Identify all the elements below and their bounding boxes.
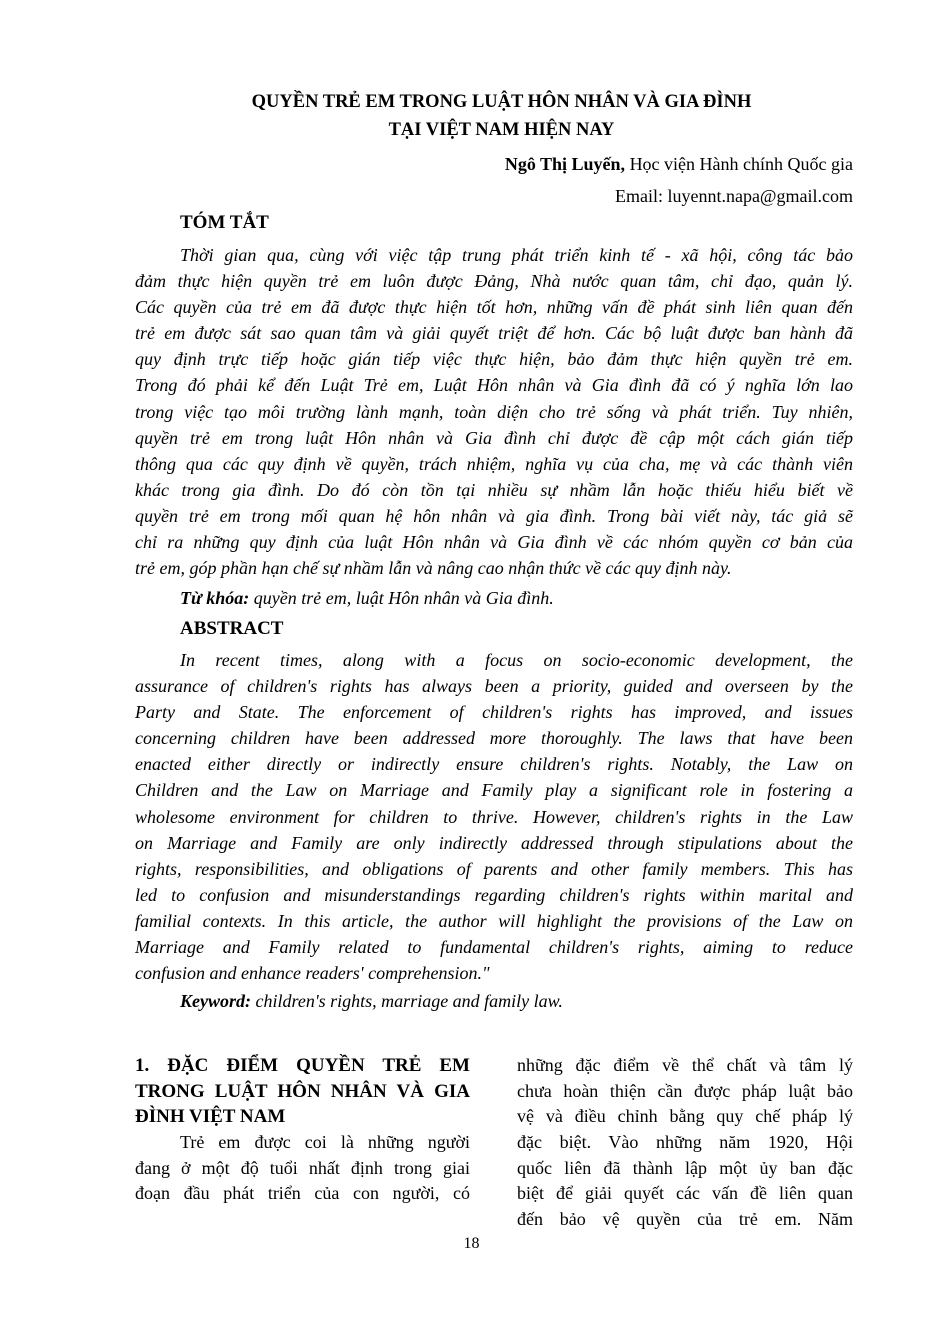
author-email: Email: luyennt.napa@gmail.com — [614, 186, 853, 206]
text-line: ĐÌNH VIỆT NAM — [135, 1106, 286, 1128]
text-line: vệ và điều chỉnh bằng quy chế pháp lý — [517, 1106, 853, 1127]
text-line: Children and the Law on Marriage and Family play a significant role in fostering a — [135, 780, 853, 801]
text-line: Party and State. The enforcement of children's rights has improved, and issues — [135, 702, 853, 723]
keywords-vi-text: quyền trẻ em, luật Hôn nhân và Gia đình. — [249, 588, 554, 608]
section-1-right-column — [517, 1053, 853, 1233]
page-number: 18 — [463, 1235, 480, 1252]
text-line: trẻ em, góp phần hạn chế sự nhầm lẫn và nâng cao nhận thức về các quy định này. — [135, 558, 732, 579]
keywords-en-text: children's rights, marriage and family law. — [251, 991, 563, 1011]
text-line: đến bảo vệ quyền của trẻ em. Năm — [517, 1209, 853, 1230]
text-line: assurance of children's rights has always been a priority, guided and overseen by the — [135, 676, 853, 697]
keywords-vi — [180, 588, 554, 609]
article-title — [0, 88, 943, 144]
text-line: quy định trực tiếp hoặc gián tiếp việc thực hiện, bảo đảm thực hiện quyền trẻ em. — [135, 349, 853, 370]
text-line: đoạn đầu phát triển của con người, có — [135, 1183, 470, 1204]
section-1-heading — [135, 1053, 470, 1130]
author-affiliation: Học viện Hành chính Quốc gia — [625, 154, 853, 174]
text-line: chưa hoàn thiện cần được pháp luật bảo — [517, 1080, 853, 1101]
abstract-heading: ABSTRACT — [180, 618, 284, 639]
text-line: quyền trẻ em trong mối quan hệ hôn nhân và gia đình. Trong bài viết này, tác giả sẽ — [135, 505, 853, 526]
text-line: concerning children have been addressed more thoroughly. The laws that have been — [135, 728, 853, 749]
text-line: chỉ ra những quy định của luật Hôn nhân và Gia đình về các nhóm quyền cơ bản của — [135, 532, 853, 553]
text-line: quyền trẻ em trong luật Hôn nhân và Gia đình chỉ được đề cập một cách gián tiếp — [135, 427, 853, 448]
text-line: những đặc điểm về thể chất và tâm lý — [517, 1055, 853, 1075]
text-line: đang ở một độ tuổi nhất định trong giai — [135, 1157, 470, 1178]
summary-heading: TÓM TẮT — [180, 212, 269, 233]
summary-vi-body — [135, 242, 853, 581]
text-line: trẻ em được sát sao quan tâm và giải quyết triệt để hơn. Các bộ luật được ban hành đã — [135, 323, 853, 344]
text-line: rights, responsibilities, and obligations of parents and other family members. This has — [135, 858, 853, 879]
text-line: Trong đó phải kể đến Luật Trẻ em, Luật Hôn nhân và Gia đình đã có ý nghĩa lớn lao — [135, 375, 853, 396]
text-line: đặc biệt. Vào những năm 1920, Hội — [517, 1132, 853, 1153]
text-line: trong việc tạo môi trường lành mạnh, toàn diện cho trẻ sống và phát triển. Tuy nhiên, — [135, 401, 853, 422]
text-line: on Marriage and Family are only indirectly addressed through stipulations about the — [135, 832, 853, 853]
text-line: quốc liên đã thành lập một ủy ban đặc — [517, 1157, 853, 1178]
text-line: Các quyền của trẻ em đã được thực hiện tốt hơn, những vấn đề phát sinh liên quan đến — [135, 297, 853, 318]
keywords-en — [180, 991, 563, 1012]
title-line-1: QUYỀN TRẺ EM TRONG LUẬT HÔN NHÂN VÀ GIA ĐÌNH — [251, 92, 752, 112]
text-line: khác trong gia đình. Do đó còn tồn tại nhiều sự nhầm lẫn hoặc thiếu hiểu biết về — [135, 479, 853, 500]
keywords-vi-label: Từ khóa: — [180, 588, 250, 608]
text-line: familial contexts. In this article, the author will highlight the provisions of the Law on — [135, 910, 853, 931]
text-line: led to confusion and misunderstandings regarding children's rights within marital and — [135, 884, 853, 905]
text-line: confusion and enhance readers' comprehension." — [135, 963, 490, 984]
keywords-en-label: Keyword: — [180, 991, 251, 1011]
text-line: biệt để giải quyết các vấn đề liên quan — [517, 1183, 853, 1204]
text-line: Trẻ em được coi là những người — [180, 1132, 470, 1152]
text-line: TRONG LUẬT HÔN NHÂN VÀ GIA — [135, 1080, 470, 1102]
text-line: enacted either directly or indirectly ensure children's rights. Notably, the Law on — [135, 754, 853, 775]
author-info — [505, 148, 853, 212]
text-line: 1. ĐẶC ĐIỂM QUYỀN TRẺ EM — [135, 1055, 470, 1076]
abstract-en-body — [135, 647, 853, 986]
text-line: đảm thực hiện quyền trẻ em luôn được Đảng, Nhà nước quan tâm, chỉ đạo, quản lý. — [135, 271, 853, 292]
title-line-2: TẠI VIỆT NAM HIỆN NAY — [388, 120, 615, 140]
text-line: thông qua các quy định về quyền, trách nhiệm, nghĩa vụ của cha, mẹ và các thành viên — [135, 453, 853, 474]
text-line: Marriage and Family related to fundamental children's rights, aiming to reduce — [135, 937, 853, 958]
section-1-left-column — [135, 1130, 470, 1207]
author-name: Ngô Thị Luyến, — [504, 154, 626, 174]
text-line: Thời gian qua, cùng với việc tập trung phát triển kinh tế - xã hội, công tác bảo — [180, 245, 853, 265]
text-line: In recent times, along with a focus on socio-economic development, the — [180, 650, 853, 670]
text-line: wholesome environment for children to thrive. However, children's rights in the Law — [135, 806, 853, 827]
